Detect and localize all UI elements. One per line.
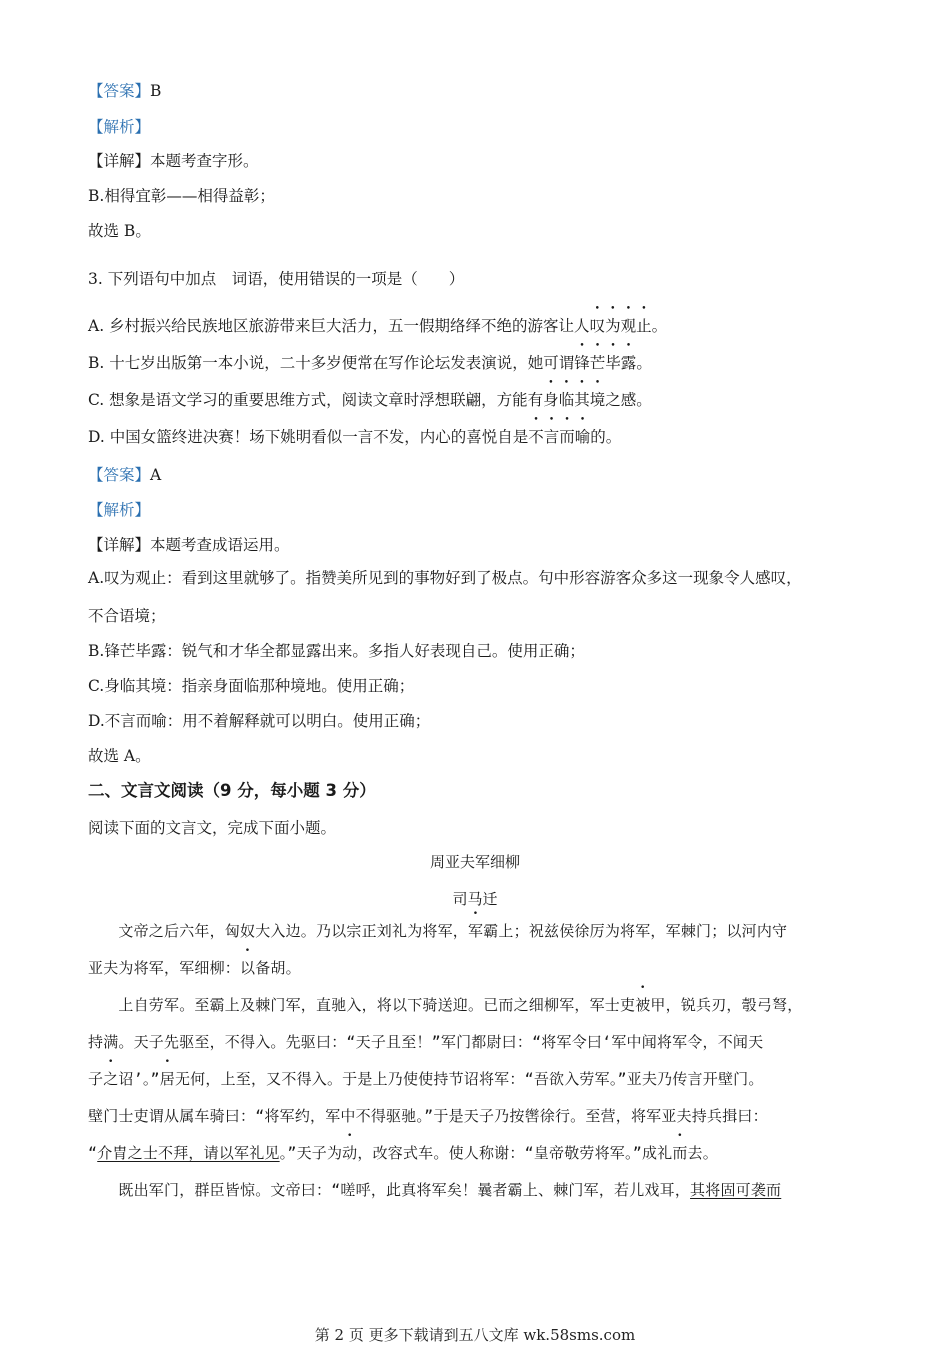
q3-question: 3. 下列语句中加点 词语，使用错误的一项是（ ） (88, 270, 465, 288)
dotted-char: 言 (543, 428, 560, 446)
q2-answer-line (88, 81, 161, 101)
section-heading: 二、文言文阅读（9 分，每小题 3 分） (88, 781, 376, 800)
passage-line: 持满。天子先驱至，不得入。先驱曰：“天子且至！”军门都尉曰：“将军令曰‘军中闻将军令，不闻天 (88, 1033, 764, 1051)
dotted-char: 露 (620, 354, 637, 372)
dotted-char: 而 (559, 428, 575, 446)
dotted-char: 叹 (589, 317, 606, 335)
q3-option-c (88, 390, 652, 410)
option-c-end: 之感。 (605, 391, 652, 409)
passage-text: 上自劳军。至霸上及棘门军，直驰入，将以下骑送迎。已而之细柳军，军士吏 (88, 996, 636, 1014)
answer-value: B (150, 82, 162, 100)
detail-tag: 【详解】 (88, 152, 151, 170)
dotted-char: 动 (342, 1144, 358, 1162)
q3-conclusion: 故选 A。 (88, 747, 151, 765)
answer-tag: 【答案】 (88, 466, 151, 484)
passage-line (88, 1069, 764, 1089)
q3-exp-a-line2: 不合语境； (88, 607, 166, 625)
passage-text: ，改容式车。使人称谢：“皇帝敬劳将军。”成礼 (357, 1144, 673, 1162)
q2-analysis-tag: 【解析】 (88, 118, 151, 136)
option-d-end: 的。 (590, 428, 622, 446)
passage-line (88, 995, 802, 1015)
answer-tag: 【答案】 (88, 82, 151, 100)
dotted-char: 身 (543, 391, 559, 409)
dotted-char: 以 (240, 959, 256, 977)
dotted-char: 其 (574, 391, 590, 409)
dotted-char: 为 (605, 317, 621, 335)
passage-text: “ (88, 1144, 98, 1162)
q3-option-b (88, 353, 652, 373)
q3-exp-d: D.不言而喻：用不着解释就可以明白。使用正确； (88, 712, 431, 730)
q3-exp-a-line1: A.叹为观止：看到这里就够了。指赞美所见到的事物好到了极点。句中形容游客众多这一现象令人感叹， (88, 569, 802, 587)
passage-text: 文帝之后六年，匈奴大入边。乃以宗正刘礼为将军， (88, 922, 469, 940)
page-footer: 第 2 页 更多下载请到五八文库 wk.58sms.com (314, 1326, 636, 1344)
q3-exp-b: B.锋芒毕露：锐气和才华全都显露出来。多指人好表现自己。使用正确； (88, 642, 585, 660)
q2-explanation: B.相得宜彰——相得益彰； (88, 187, 275, 205)
passage-text: 亚夫为将军，军细柳： (88, 959, 241, 977)
q3-answer-line (88, 465, 161, 485)
q3-option-d (88, 427, 621, 447)
q3-option-a (88, 316, 667, 336)
dotted-char: 芒 (589, 354, 606, 372)
passage-text: 既出军门，群臣皆惊。文帝曰：“嗟呼，此真将军矣！曩者霸上、棘门军，若儿戏耳， (88, 1181, 691, 1199)
passage-line: 壁门士吏谓从属车骑曰：“将军约，军中不得驱驰。”于是天子乃按辔徐行。至营，将军亚夫持兵揖曰： (88, 1107, 768, 1125)
dotted-char: 临 (558, 391, 575, 409)
q3-detail-line (88, 535, 290, 555)
option-a-end: 。 (651, 317, 668, 335)
dotted-char: 居 (159, 1070, 175, 1088)
passage-line (88, 1143, 718, 1163)
passage-line (88, 1180, 781, 1200)
option-b-text: B. 十七岁出版第一本小说，二十多岁便常在写作论坛发表演说，她可谓 (88, 354, 575, 372)
dotted-char: 被 (635, 996, 651, 1014)
passage-text: 诏’。” (118, 1070, 160, 1088)
answer-value: A (150, 466, 162, 484)
passage-text: 霸上；祝兹侯徐厉为将军，军棘门；以河内守 (483, 922, 788, 940)
q3-exp-c: C.身临其境：指亲身面临那种境地。使用正确； (88, 677, 415, 695)
detail-text: 本题考查成语运用。 (150, 536, 290, 554)
option-d-text: D. 中国女篮终进决赛！场下姚明看似一言不发，内心的喜悦自是 (88, 428, 529, 446)
passage-text: 去。 (687, 1144, 718, 1162)
q2-conclusion: 故选 B。 (88, 222, 151, 240)
detail-tag: 【详解】 (88, 536, 151, 554)
underlined-sentence: 其将固可袭而 (690, 1181, 782, 1199)
dotted-char: 锋 (574, 354, 590, 372)
dotted-char: 止 (636, 317, 652, 335)
dotted-char: 不 (528, 428, 544, 446)
dotted-char: 境 (589, 391, 606, 409)
passage-line (88, 958, 301, 978)
dotted-char: 军 (468, 922, 484, 940)
passage-text: 子 (88, 1070, 104, 1088)
passage-line (88, 921, 787, 941)
passage-text: 备胡。 (255, 959, 301, 977)
q3-analysis-tag: 【解析】 (88, 501, 151, 519)
dotted-char: 毕 (605, 354, 621, 372)
passage-text: 。”天子为 (279, 1144, 343, 1162)
option-b-end: 。 (636, 354, 652, 372)
passage-author: 司马迁 (452, 890, 498, 908)
passage-text: 甲，锐兵刃，彀弓弩， (650, 996, 803, 1014)
option-a-text: A. 乡村振兴给民族地区旅游带来巨大活力，五一假期络绎不绝的游客让人 (88, 317, 590, 335)
dotted-char: 喻 (574, 428, 591, 446)
dotted-char: 观 (620, 317, 637, 335)
section-instruction: 阅读下面的文言文，完成下面小题。 (88, 819, 337, 837)
dotted-char: 而 (672, 1144, 688, 1162)
passage-text: 无何，上至，又不得入。于是上乃使使持节诏将军：“吾欲入劳军。”亚夫乃传言开壁门。 (174, 1070, 764, 1088)
underlined-sentence: 介胄之士不拜，请以军礼见 (97, 1144, 280, 1162)
dotted-char: 之 (103, 1070, 119, 1088)
detail-text: 本题考查字形。 (150, 152, 259, 170)
passage-title: 周亚夫军细柳 (429, 853, 520, 871)
q2-detail-line (88, 151, 259, 171)
option-c-text: C. 想象是语文学习的重要思维方式，阅读文章时浮想联翩，方能有 (88, 391, 544, 409)
